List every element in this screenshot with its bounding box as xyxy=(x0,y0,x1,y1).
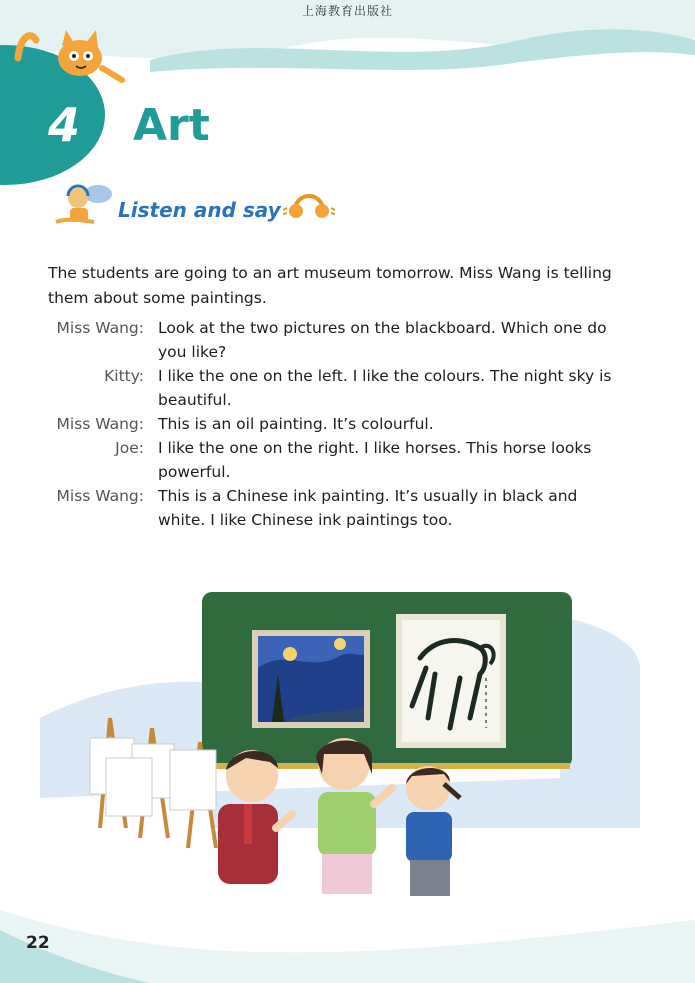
speaker-name: Joe: xyxy=(115,439,144,457)
canvas xyxy=(170,750,216,810)
dialogue-line xyxy=(48,316,648,364)
canvas xyxy=(106,758,152,816)
footer-wave xyxy=(0,880,695,983)
speaker-name: Miss Wang: xyxy=(56,415,144,433)
speech-text: I like the one on the right. I like horses. This horse looks powerful. xyxy=(158,439,592,481)
unit-number: 4 xyxy=(48,98,81,152)
dialogue-line xyxy=(48,364,648,412)
unit-title: Art xyxy=(133,100,210,151)
oil-painting xyxy=(252,630,370,728)
headphones-icon xyxy=(283,186,335,222)
ink-painting xyxy=(396,614,506,748)
classroom-illustration xyxy=(40,578,640,898)
dialogue-line xyxy=(48,484,648,532)
dialogue-line xyxy=(48,412,648,436)
listening-kid-icon xyxy=(50,182,120,227)
speaker-name: Kitty: xyxy=(104,367,144,385)
speaker-name: Miss Wang: xyxy=(56,487,144,505)
page-number: 22 xyxy=(26,933,50,953)
section-title: Listen and say xyxy=(118,198,281,222)
speaker-name: Miss Wang: xyxy=(56,319,144,337)
cat-mascot-icon xyxy=(10,18,130,88)
intro-paragraph: The students are going to an art museum tomorrow. Miss Wang is telling them about some paintings. xyxy=(48,264,612,307)
publisher-name: 上海教育出版社 xyxy=(301,4,393,18)
speech-text: I like the one on the left. I like the colours. The night sky is beautiful. xyxy=(158,367,612,409)
speech-text: This is an oil painting. It’s colourful. xyxy=(158,415,434,433)
speech-text: This is a Chinese ink painting. It’s usually in black and white. I like Chinese ink paintings too. xyxy=(158,487,578,529)
dialogue-line xyxy=(48,436,648,484)
speech-text: Look at the two pictures on the blackboard. Which one do you like? xyxy=(158,319,607,361)
dialogue xyxy=(48,316,648,532)
